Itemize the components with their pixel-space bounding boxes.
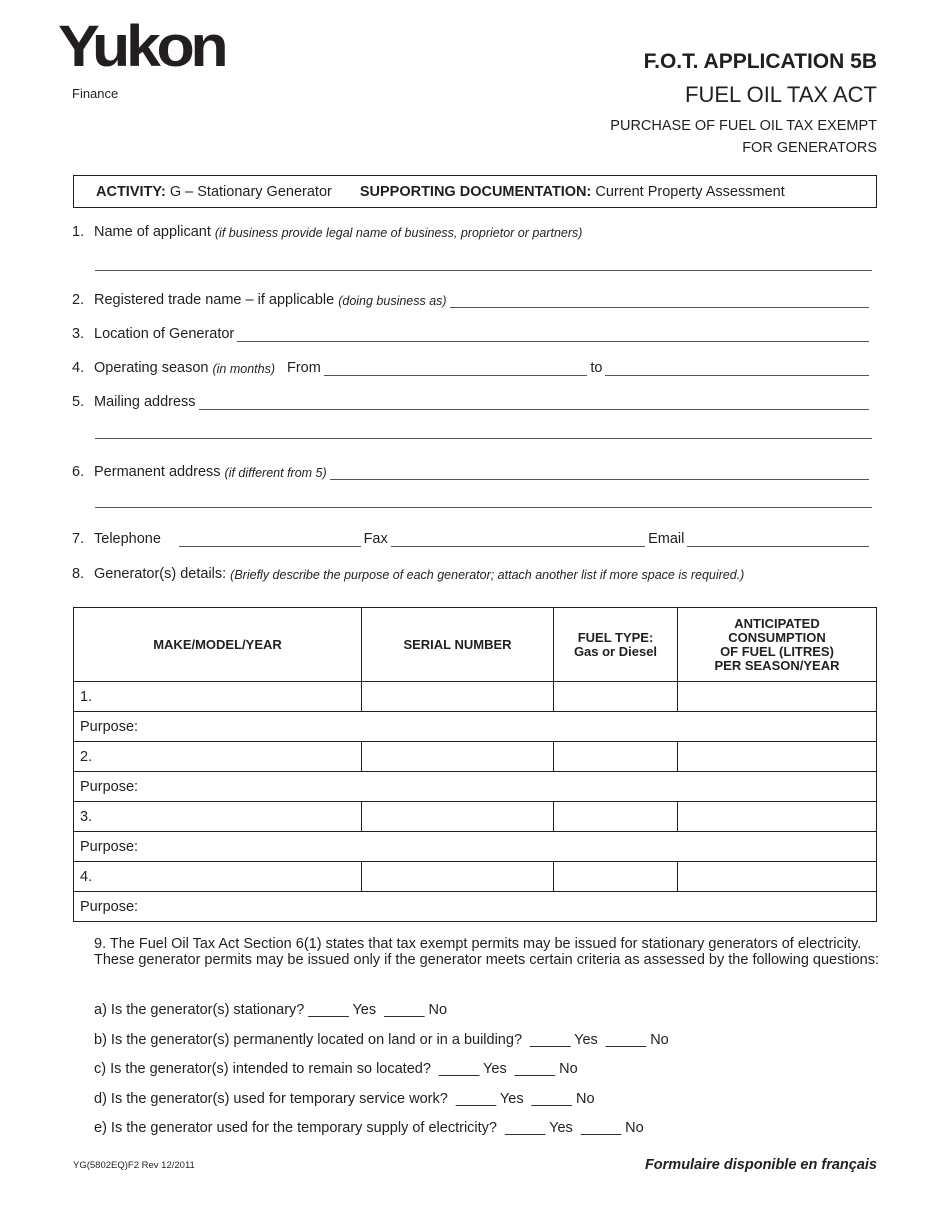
season-to-input[interactable]: [605, 362, 869, 376]
question-c: c) Is the generator(s) intended to remain so located? _____ Yes _____ No: [94, 1061, 578, 1077]
header-line: PER SEASON/YEAR: [714, 657, 840, 673]
mailing-address-input[interactable]: [199, 396, 869, 410]
operating-season-field: [72, 356, 872, 376]
make-cell[interactable]: 4.: [74, 862, 362, 892]
activity-box: [73, 175, 877, 208]
q-number: 3.: [72, 326, 85, 342]
fax-label: Fax: [363, 531, 388, 547]
applicant-name-field: [72, 220, 872, 240]
to-label: to: [590, 360, 603, 376]
permanent-address-input-2[interactable]: [95, 507, 872, 508]
yukon-logo: Yukon: [58, 14, 225, 79]
purpose-row: [74, 712, 877, 742]
fax-input[interactable]: [391, 533, 645, 547]
q-number: 8.: [72, 566, 85, 582]
serial-cell[interactable]: [362, 802, 554, 832]
field-hint: (if business provide legal name of business, proprietor or partners): [214, 226, 583, 240]
q-number: 5.: [72, 394, 85, 410]
purpose-cell[interactable]: Purpose:: [74, 892, 877, 922]
section-9-text: 9. The Fuel Oil Tax Act Section 6(1) states that tax exempt permits may be issued for stationary generators of electricity. These generator permits may be issued only if the generator meets certain criteria as assessed by the following questions:: [94, 936, 880, 968]
permanent-address-field: [72, 460, 872, 480]
telephone-input[interactable]: [179, 533, 361, 547]
purpose-cell[interactable]: Purpose:: [74, 772, 877, 802]
field-hint: (if different from 5): [224, 466, 327, 480]
header-line: OF FUEL (LITRES): [720, 643, 834, 659]
location-field: [72, 322, 872, 342]
header-line: CONSUMPTION: [728, 629, 826, 645]
field-hint: (in months): [212, 362, 275, 376]
table-row: [74, 682, 877, 712]
fuel-cell[interactable]: [554, 862, 678, 892]
header-fuel-type: [554, 608, 678, 682]
contact-field: [72, 527, 872, 547]
french-notice: Formulaire disponible en français: [644, 1157, 877, 1173]
generator-details-label: [72, 562, 872, 582]
purpose-cell[interactable]: Purpose:: [74, 712, 877, 742]
form-code: YG(5802EQ)F2 Rev 12/2011: [73, 1160, 195, 1171]
trade-name-field: [72, 288, 872, 308]
subtitle-line: PURCHASE OF FUEL OIL TAX EXEMPT: [610, 118, 877, 134]
mailing-address-input-2[interactable]: [95, 438, 872, 439]
subtitle-line: FOR GENERATORS: [742, 140, 877, 156]
question-b: b) Is the generator(s) permanently located on land or in a building? _____ Yes _____ No: [94, 1032, 669, 1048]
documentation-label: SUPPORTING DOCUMENTATION:: [359, 183, 592, 200]
field-label: Mailing address: [94, 394, 196, 410]
email-input[interactable]: [687, 533, 869, 547]
question-e: e) Is the generator used for the temporary supply of electricity? _____ Yes _____ No: [94, 1120, 644, 1136]
make-cell[interactable]: 1.: [74, 682, 362, 712]
make-cell[interactable]: 3.: [74, 802, 362, 832]
location-input[interactable]: [237, 328, 869, 342]
field-label: Registered trade name – if applicable: [94, 292, 335, 308]
q-number: 1.: [72, 224, 85, 240]
form-title: F.O.T. APPLICATION 5B: [643, 50, 877, 73]
fuel-cell[interactable]: [554, 742, 678, 772]
purpose-cell[interactable]: Purpose:: [74, 832, 877, 862]
q-number: 2.: [72, 292, 85, 308]
field-hint: (Briefly describe the purpose of each generator; attach another list if more space is required.): [230, 568, 745, 582]
form-subtitle: [610, 115, 877, 159]
table-header: [74, 608, 877, 682]
generator-table: [73, 607, 877, 922]
consumption-cell[interactable]: [678, 682, 877, 712]
header-serial: SERIAL NUMBER: [362, 608, 554, 682]
q-number: 6.: [72, 464, 85, 480]
field-label: Permanent address: [94, 464, 221, 480]
field-label: Telephone: [94, 531, 161, 547]
mailing-address-field: [72, 390, 872, 410]
table-row: [74, 862, 877, 892]
serial-cell[interactable]: [362, 862, 554, 892]
fuel-cell[interactable]: [554, 802, 678, 832]
question-d: d) Is the generator(s) used for temporary service work? _____ Yes _____ No: [94, 1091, 595, 1107]
q-number: 4.: [72, 360, 85, 376]
consumption-cell[interactable]: [678, 802, 877, 832]
purpose-row: [74, 832, 877, 862]
permanent-address-input[interactable]: [330, 466, 869, 480]
field-label: Name of applicant: [94, 224, 211, 240]
email-label: Email: [648, 531, 685, 547]
field-label: Location of Generator: [94, 326, 235, 342]
header-make: MAKE/MODEL/YEAR: [74, 608, 362, 682]
header-consumption: [678, 608, 877, 682]
act-title: FUEL OIL TAX ACT: [685, 82, 877, 107]
serial-cell[interactable]: [362, 742, 554, 772]
activity-value: G – Stationary Generator: [169, 183, 332, 200]
header-line: ANTICIPATED: [734, 615, 820, 631]
header-line: Gas or Diesel: [573, 643, 658, 659]
make-cell[interactable]: 2.: [74, 742, 362, 772]
serial-cell[interactable]: [362, 682, 554, 712]
department-name: Finance: [72, 86, 119, 101]
applicant-name-input[interactable]: [95, 270, 872, 271]
table-row: [74, 742, 877, 772]
season-from-input[interactable]: [324, 362, 588, 376]
consumption-cell[interactable]: [678, 742, 877, 772]
trade-name-input[interactable]: [450, 294, 869, 308]
fuel-cell[interactable]: [554, 682, 678, 712]
table-row: [74, 802, 877, 832]
q-number: 7.: [72, 531, 85, 547]
activity-label: ACTIVITY:: [96, 183, 166, 200]
field-label: Generator(s) details:: [94, 566, 227, 582]
from-label: From: [287, 360, 321, 376]
field-hint: (doing business as): [338, 294, 447, 308]
consumption-cell[interactable]: [678, 862, 877, 892]
field-label: Operating season: [94, 360, 209, 376]
question-a: a) Is the generator(s) stationary? _____ Yes _____ No: [94, 1002, 448, 1018]
purpose-row: [74, 892, 877, 922]
documentation-value: Current Property Assessment: [595, 183, 785, 200]
purpose-row: [74, 772, 877, 802]
header-line: FUEL TYPE:: [577, 629, 654, 645]
